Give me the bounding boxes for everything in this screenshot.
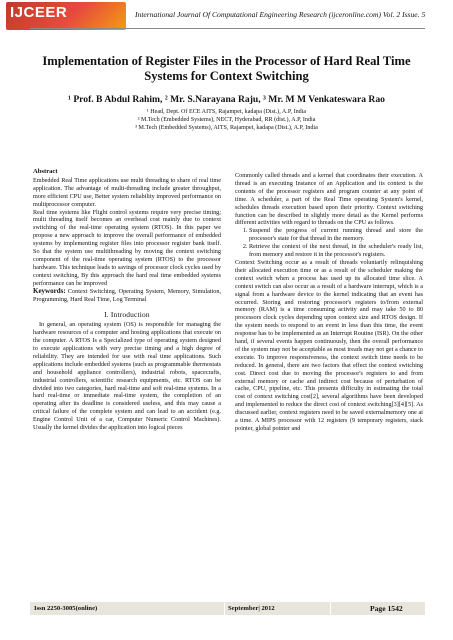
journal-title: International Journal Of Computational Engineering Research (ijceronline.com) Vol. 2 Issue. 5 <box>135 10 426 19</box>
abstract-heading: Abstract <box>33 168 58 175</box>
author-affiliations <box>40 108 413 132</box>
footer-date: September| 2012 <box>228 605 275 612</box>
journal-header <box>0 0 453 32</box>
body-paragraph-2: Context Switching occur as a result of threads voluntarily relinquishing their allocated execution time or as a result of the scheduler making the context switch when a process has used up its allocated time slice. A context switch can also occur as a result of a hardware interrupt, which is a signal from a hardware device to the kernel indicating that an event has occurred. Storing and restoring processor's registers to/from external memory (RAM) is a time consuming activity and may take 50 to 80 processors clock cycles depending upon context size and RTOS design. If the system needs to respond to an event in less than this time, the event response has to be implemented as an Interrupt Routine (ISR). On the other hand, if several events happen continuously, then the overall performance of the system may not be acceptable as most treads may not get a chance to execute. To improve responsiveness, the context switch time needs to be reduced. In general, there are two factors that effect the context switching cost. Direct cost due to moving the processor's registers to and from external memory or cache and indirect cost because of perturbation of cache, CPU, pipeline, etc. This presents difficulty in estimating the total cost of context switching cost[2], several algorithms have been developed and implemented to reduce the direct cost of context switching[3][4][5]. As discussed earlier, context registers need to be saved externalmemory one at a time. A MIPS processor with 12 registers (9 temporary registers, stack pointer, global pointer and <box>235 258 423 432</box>
paper-authors: ¹ Prof. B Abdul Rahim, ² Mr. S.Narayana Raju, ³ Mr. M M Venkateswara Rao <box>68 94 385 105</box>
keywords <box>33 288 221 304</box>
footer-divider <box>330 602 331 615</box>
paper-title: Implementation of Register Files in the Processor of Hard Real Time Systems for Context Switching <box>42 54 411 83</box>
abstract-paragraph-1: Embedded Real Time applications use multi threading to share of real time application. The advantage of multi-threading include greater throughput, more efficient CPU use, Better system reliability improved performance on multiprocessor computer. <box>33 176 221 208</box>
body-paragraph-1: Commonly called threads and a kernel that coordinates their execution. A thread is an executing Instance of an Application and its context is the contents of the processor registers and program counter at any point of time. A scheduler, a part of the Real Time operating System's kernel, schedules threads execution based upon their priority. Context switching function can be described in slightly more detail as the Kernel performs different activities with regard to threads on the CPU as follows. <box>235 172 423 227</box>
keywords-label: Keywords: <box>33 286 66 295</box>
footer-issn: Issn 2250-3005(online) <box>34 605 98 612</box>
list-item: 1. Suspend the progress of current running thread and store the processor's state for that thread in the memory. <box>249 227 423 243</box>
footer-divider <box>224 602 225 615</box>
intro-heading: I. Introduction <box>104 310 150 320</box>
intro-paragraph-1: In general, an operating system (OS) is responsible for managing the hardware resources of a computer and hosting applications that execute on the computer. A RTOS Is a Specialized type of operating system designed to execute applications with very precise timing and a high degree of reliability. They are intended for use with real time applications. Such applications include embedded systems (such as programmable thermostats and household appliance controllers), industrial robots, spacecrafts, industrial controllers, scientific research equipments, etc. RTOS can be divided into two categories, hard real-time and soft real-time systems. In a hard real-time or immediate real-time system, the completion of an operating after its deadline is considered useless, and this may cause a critical failure of the complete system and can lead to an accident (e.g. Engine Control Unit of a car, Computer Numeric Control Machines). Usually the kernel divides the application into logical pieces <box>33 321 221 432</box>
affiliation-2: ² M.Tech (Embedded Systems), NECT, Hyderabad, RR (dist.), A.P, India <box>137 117 316 123</box>
affiliation-3: ³ M.Tech (Embedded Systems), AITS, Rajampet, kadapa (Dist.), A.P, India <box>135 125 318 131</box>
keywords-text: Context Switching, Operating System, Memory, Simulation, Programming, Hard Real Time, Log Terminal <box>33 287 221 303</box>
abstract-paragraph-2: Real time systems like Flight control systems require very precise timing; multi threading itself becomes an overhead cost mainly due to context switching of the real-time operating system (RTOS). In this paper we propose a new approach to improve the overall performance of embedded systems by implementing register files into processor register bank itself. So that the system use multithreading by moving the context switching component of the real-time operating system (RTOS) to the processor hardware. This technique leads to savings of processor clock cycles used by context switching, By this approach the hard real time embedded systems performance can be improved <box>33 208 221 287</box>
footer-page-number: Page 1542 <box>370 604 403 613</box>
left-column <box>33 168 221 432</box>
affiliation-1: ¹ Head, Dept. Of ECE AITS, Rajampet, kadapa (Dist.), A.P, India <box>146 109 307 115</box>
journal-logo <box>6 2 126 30</box>
header-divider <box>30 28 425 29</box>
right-column <box>235 172 423 433</box>
context-switch-steps <box>235 227 423 259</box>
logo-text: IJCEER <box>10 4 68 21</box>
list-item: 2. Retrieve the context of the next thread, in the scheduler's ready list, from memory and restore it in the processor's registers. <box>249 243 423 259</box>
